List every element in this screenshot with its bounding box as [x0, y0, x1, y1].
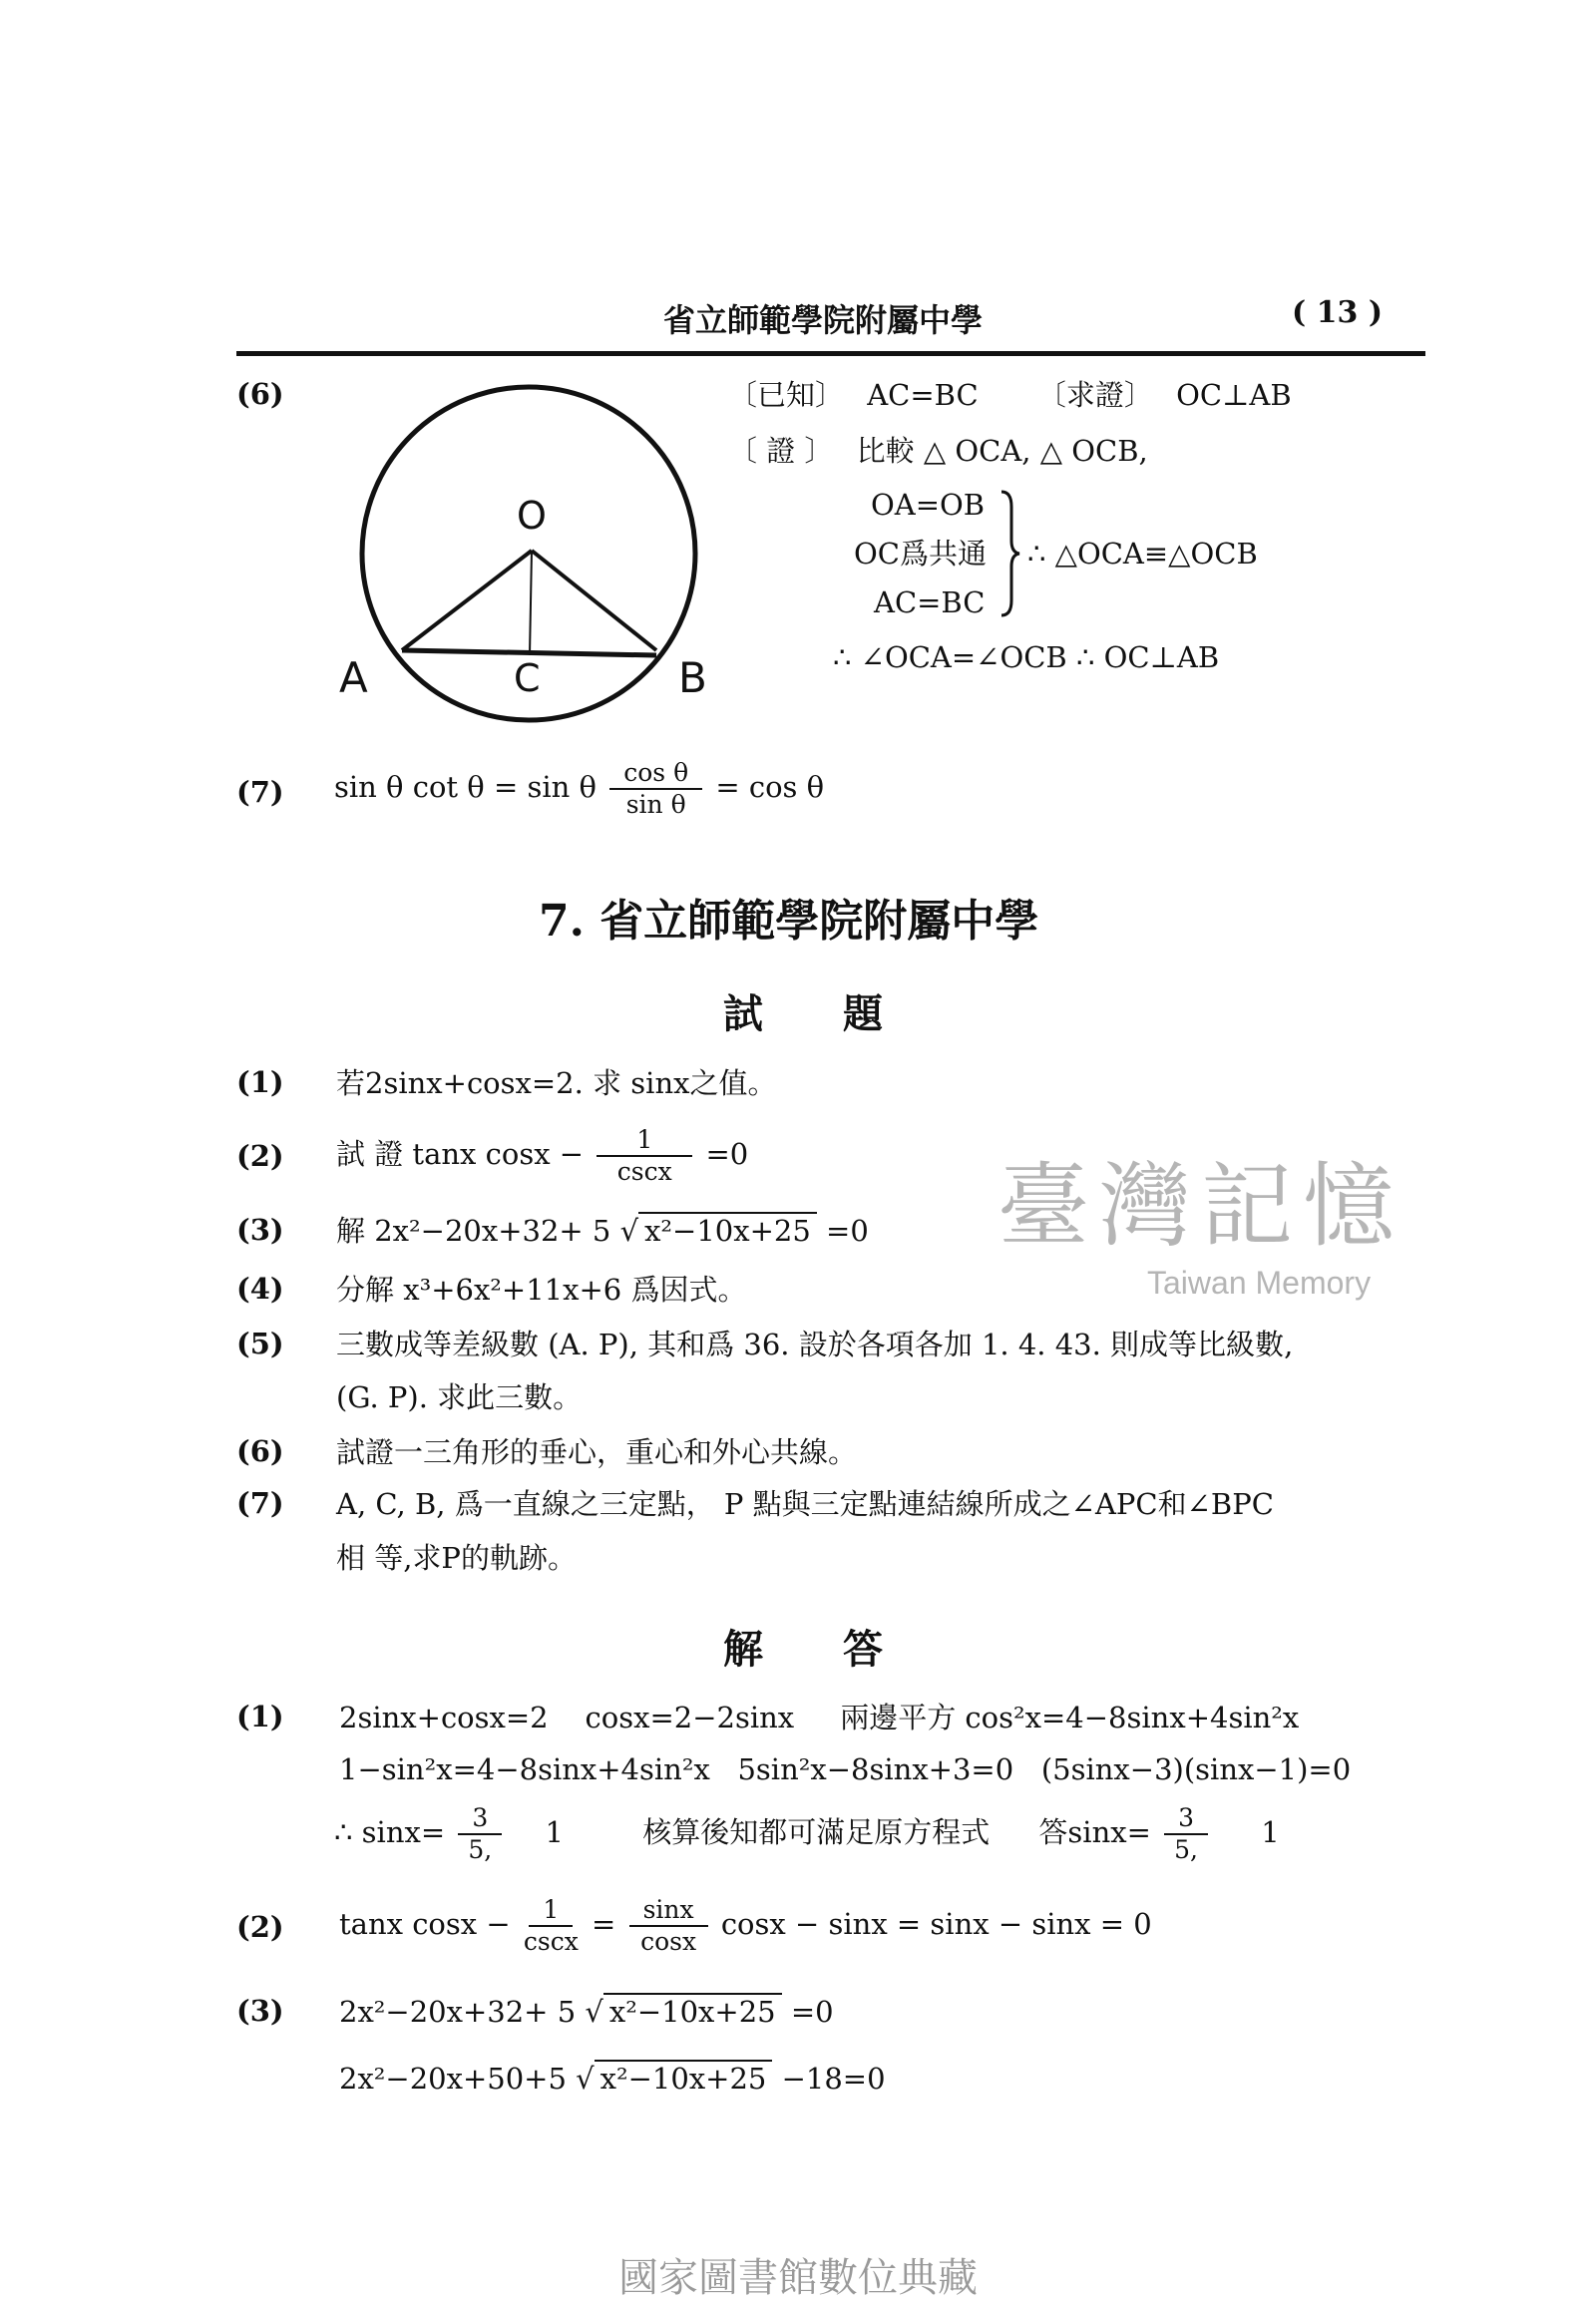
- question-1: 若2sinx+cosx=2. 求 sinx之值。: [336, 1066, 777, 1100]
- question-label: (4): [236, 1272, 284, 1306]
- square-root: √ x²−10x+25: [620, 1213, 817, 1249]
- compare-text: 比較 △ OCA, △ OCB,: [856, 434, 1148, 468]
- value: 1: [1261, 1815, 1280, 1849]
- expr-pre: tanx cosx −: [339, 1907, 511, 1941]
- item-label: (7): [236, 775, 284, 809]
- expr-post: =0: [826, 1214, 869, 1248]
- questions-heading: 試 題: [723, 990, 883, 1037]
- item-label: (6): [236, 377, 284, 411]
- header-rule: [236, 351, 1425, 356]
- question-5-line1: 三數成等差級數 (A. P), 其和爲 36. 設於各項各加 1. 4. 43. 則成等比級數,: [336, 1328, 1294, 1361]
- question-label: (5): [236, 1327, 284, 1360]
- denominator: cosx: [640, 1927, 697, 1956]
- denominator: cscx: [523, 1927, 579, 1956]
- numerator: 1: [529, 1895, 573, 1927]
- section-title: 7. 省立師範學院附屬中學: [539, 896, 1039, 947]
- footer-collection: 國家圖書館數位典藏: [618, 2255, 978, 2301]
- conclusion-congruent: ∴ △OCA≡△OCB: [1027, 537, 1258, 571]
- verification-text: 核算後知都可滿足原方程式: [642, 1815, 991, 1849]
- radicand: x²−10x+25: [603, 1993, 782, 2029]
- expr-pre: 2x²−20x+32+ 5: [339, 1995, 577, 2029]
- expr-post: =0: [790, 1995, 834, 2029]
- question-6: 試證一三角形的垂心，重心和外心共線。: [336, 1435, 858, 1469]
- given-line: [728, 377, 1292, 413]
- answer-3-line2: [339, 2061, 886, 2097]
- radicand: x²−10x+25: [595, 2060, 773, 2096]
- answer-1-line3: [334, 1803, 1280, 1865]
- question-7-line1: A, C, B, 爲一直線之三定點， P 點與三定點連結線所成之∠APC和∠BPC: [336, 1487, 1274, 1521]
- condition: OA=OB: [871, 488, 986, 522]
- question-label: (7): [236, 1486, 284, 1520]
- proof-line: [728, 433, 1148, 469]
- expr-post: =0: [705, 1137, 749, 1171]
- proof-label: 〔 證 〕: [728, 434, 834, 468]
- denominator: cscx: [616, 1157, 672, 1186]
- value: 1: [545, 1815, 564, 1849]
- answers-heading: 解 答: [723, 1626, 883, 1673]
- expr-pre: 試 證 tanx cosx −: [336, 1137, 585, 1171]
- numerator: 3: [1164, 1803, 1208, 1835]
- question-label: (3): [236, 1213, 284, 1247]
- expr-post: cosx − sinx = sinx − sinx = 0: [720, 1907, 1152, 1941]
- answer-3-line1: [339, 1994, 834, 2030]
- point-label-a: A: [339, 653, 368, 702]
- point-label-o: O: [517, 494, 547, 538]
- question-7-line2: 相 等,求P的軌跡。: [336, 1541, 577, 1575]
- square-root: √ x²−10x+25: [576, 2061, 772, 2097]
- fraction: [597, 1125, 692, 1187]
- expr-post: −18=0: [781, 2062, 886, 2096]
- expr-pre: ∴ sinx=: [334, 1815, 446, 1849]
- denominator: 5,: [1174, 1835, 1199, 1864]
- equation-rhs: = cos θ: [715, 770, 825, 804]
- item7-equation: [334, 758, 824, 820]
- denominator: 5,: [468, 1835, 493, 1864]
- segment-oc: [530, 551, 532, 655]
- chord-ab: [402, 650, 656, 655]
- running-header-title: 省立師範學院附屬中學: [663, 301, 984, 339]
- square-root: √ x²−10x+25: [585, 1994, 781, 2030]
- segment-oa: [402, 551, 532, 650]
- answer-2: [339, 1895, 1152, 1957]
- question-4: 分解 x³+6x²+11x+6 爲因式。: [336, 1273, 747, 1307]
- condition: OC爲共通: [854, 537, 987, 571]
- answer-label: (1): [236, 1700, 284, 1733]
- fraction: [458, 1803, 502, 1865]
- fraction: [609, 758, 702, 820]
- fraction: [629, 1895, 708, 1957]
- point-label-c: C: [514, 656, 541, 700]
- expr-pre: 2x²−20x+50+5: [339, 2062, 567, 2096]
- question-2: [336, 1125, 748, 1187]
- numerator: sinx: [629, 1895, 708, 1927]
- watermark-chinese: 臺灣記憶: [998, 1153, 1405, 1260]
- equals: =: [592, 1907, 616, 1941]
- condition: AC=BC: [874, 585, 986, 619]
- answer-1-line1: 2sinx+cosx=2 cosx=2−2sinx 兩邊平方 cos²x=4−8sinx+4sin²x: [339, 1701, 1300, 1734]
- answer-label: (3): [236, 1994, 284, 2028]
- question-label: (6): [236, 1434, 284, 1468]
- fraction: [524, 1895, 579, 1957]
- answer-text: 答sinx=: [1038, 1815, 1151, 1849]
- given-label: 〔已知〕: [728, 378, 845, 412]
- watermark-english: Taiwan Memory: [1147, 1265, 1372, 1301]
- segment-ob: [532, 551, 656, 650]
- question-label: (2): [236, 1139, 284, 1173]
- page-number: ( 13 ): [1292, 295, 1384, 330]
- point-label-b: B: [678, 653, 707, 702]
- conclusion-perpendicular: ∴ ∠OCA=∠OCB ∴ OC⊥AB: [833, 640, 1220, 674]
- equation-lhs: sin θ cot θ = sin θ: [334, 770, 598, 804]
- answer-label: (2): [236, 1910, 284, 1944]
- answer-1-line2: 1−sin²x=4−8sinx+4sin²x 5sin²x−8sinx+3=0 (5sinx−3)(sinx−1)=0: [339, 1752, 1352, 1786]
- prove-label: 〔求證〕: [1036, 378, 1153, 412]
- numerator: 3: [458, 1803, 502, 1835]
- given-text: AC=BC: [867, 378, 979, 412]
- prove-text: OC⊥AB: [1176, 378, 1292, 412]
- expr-pre: 解 2x²−20x+32+ 5: [336, 1214, 611, 1248]
- radicand: x²−10x+25: [638, 1212, 817, 1248]
- fraction: [1164, 1803, 1208, 1865]
- numerator: cos θ: [609, 758, 702, 790]
- brace-icon: [998, 489, 1021, 618]
- question-5-line2: (G. P). 求此三數。: [336, 1380, 583, 1414]
- question-label: (1): [236, 1065, 284, 1099]
- numerator: 1: [597, 1125, 692, 1157]
- question-3: [336, 1213, 869, 1249]
- denominator: sin θ: [625, 790, 686, 819]
